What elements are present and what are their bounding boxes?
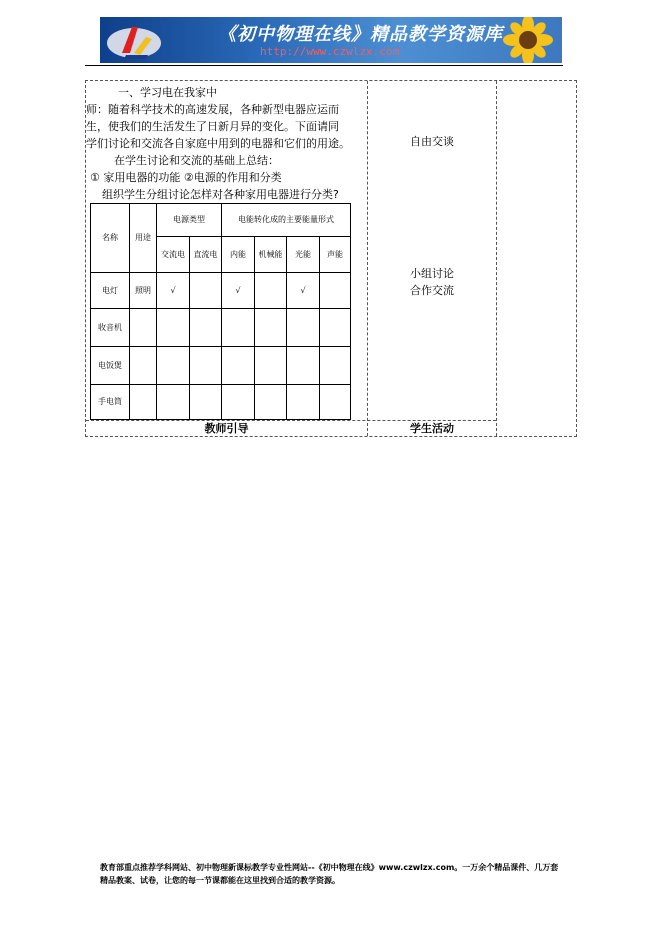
- lesson-table: [85, 80, 577, 437]
- cell-heat: [222, 347, 255, 385]
- lesson-line: 组织学生分组讨论怎样对各种家用电器进行分类?: [102, 188, 339, 201]
- cell-light: [287, 347, 320, 385]
- cell-use: [130, 309, 157, 347]
- activity-free-talk: 自由交谈: [410, 135, 454, 148]
- header-light: 光能: [287, 237, 320, 273]
- cell-heat: [222, 385, 255, 420]
- cell-mech: [255, 347, 287, 385]
- cell-mech: [255, 273, 287, 309]
- cell-use: [130, 385, 157, 420]
- activity-group-discussion: [368, 265, 496, 299]
- cell-sound: [320, 385, 351, 420]
- cell-dc: [190, 347, 222, 385]
- header-rule: [85, 65, 563, 66]
- cell-heat: √: [222, 273, 255, 309]
- cell-name: 电饭煲: [91, 347, 130, 385]
- cell-use: 照明: [130, 273, 157, 309]
- cell-dc: [190, 273, 222, 309]
- cell-dc: [190, 385, 222, 420]
- banner-title: 《初中物理在线》精品教学资源库: [218, 24, 503, 45]
- cell-ac: [157, 385, 190, 420]
- header-ac: 交流电: [157, 237, 190, 273]
- cell-light: √: [287, 273, 320, 309]
- header-mech: 机械能: [255, 237, 287, 273]
- lesson-line: 生，使我们的生活发生了日新月异的变化。下面请同: [86, 120, 339, 133]
- column-divider: [496, 81, 497, 436]
- sunflower-icon: [482, 17, 562, 63]
- cell-ac: [157, 347, 190, 385]
- cell-name: 电灯: [91, 273, 130, 309]
- banner-url: http://www.czwlzx.com: [260, 45, 400, 58]
- lesson-line: 师：随着科学技术的高速发展，各种新型电器应运而: [86, 103, 339, 116]
- activity-line: 合作交流: [410, 284, 454, 297]
- cell-sound: [320, 347, 351, 385]
- site-logo-icon: [104, 19, 164, 61]
- cell-dc: [190, 309, 222, 347]
- cell-ac: [157, 309, 190, 347]
- cell-name: 手电筒: [91, 385, 130, 420]
- lesson-line: 学们讨论和交流各自家庭中用到的电器和它们的用途。: [86, 137, 350, 150]
- cell-mech: [255, 385, 287, 420]
- header-name: 名称: [91, 204, 130, 273]
- table-row: [91, 385, 351, 420]
- header-power-type: 电源类型: [157, 204, 222, 237]
- header-dc: 直流电: [190, 237, 222, 273]
- table-row: [91, 309, 351, 347]
- appliance-classification-table: [90, 203, 351, 420]
- cell-name: 收音机: [91, 309, 130, 347]
- lesson-content: [86, 84, 368, 203]
- cell-heat: [222, 309, 255, 347]
- section-heading: 一、学习电在我家中: [118, 86, 217, 99]
- header-sound: 声能: [320, 237, 351, 273]
- cell-light: [287, 385, 320, 420]
- table-row: [91, 273, 351, 309]
- lesson-line: 在学生讨论和交流的基础上总结：: [114, 154, 279, 167]
- lesson-line: ① 家用电器的功能 ②电源的作用和分类: [90, 171, 282, 184]
- cell-use: [130, 347, 157, 385]
- cell-light: [287, 309, 320, 347]
- cell-ac: √: [157, 273, 190, 309]
- header-use: 用途: [130, 204, 157, 273]
- cell-mech: [255, 309, 287, 347]
- header-heat: 内能: [222, 237, 255, 273]
- page-footer: 教育部重点推荐学科网站、初中物理新课标教学专业性网站--《初中物理在线》www.czwlzx.com。一万余个精品课件、几万套精品教案、试卷，让您的每一节课都能在这里找到合适的教学资源。: [100, 863, 559, 885]
- header-banner: [100, 17, 562, 63]
- activity-line: 小组讨论: [410, 267, 454, 280]
- label-student-activity: 学生活动: [410, 422, 454, 435]
- cell-sound: [320, 273, 351, 309]
- cell-sound: [320, 309, 351, 347]
- label-teacher-guidance: 教师引导: [204, 422, 249, 435]
- header-energy-form: 电能转化成的主要能量形式: [222, 204, 351, 237]
- table-row: [91, 347, 351, 385]
